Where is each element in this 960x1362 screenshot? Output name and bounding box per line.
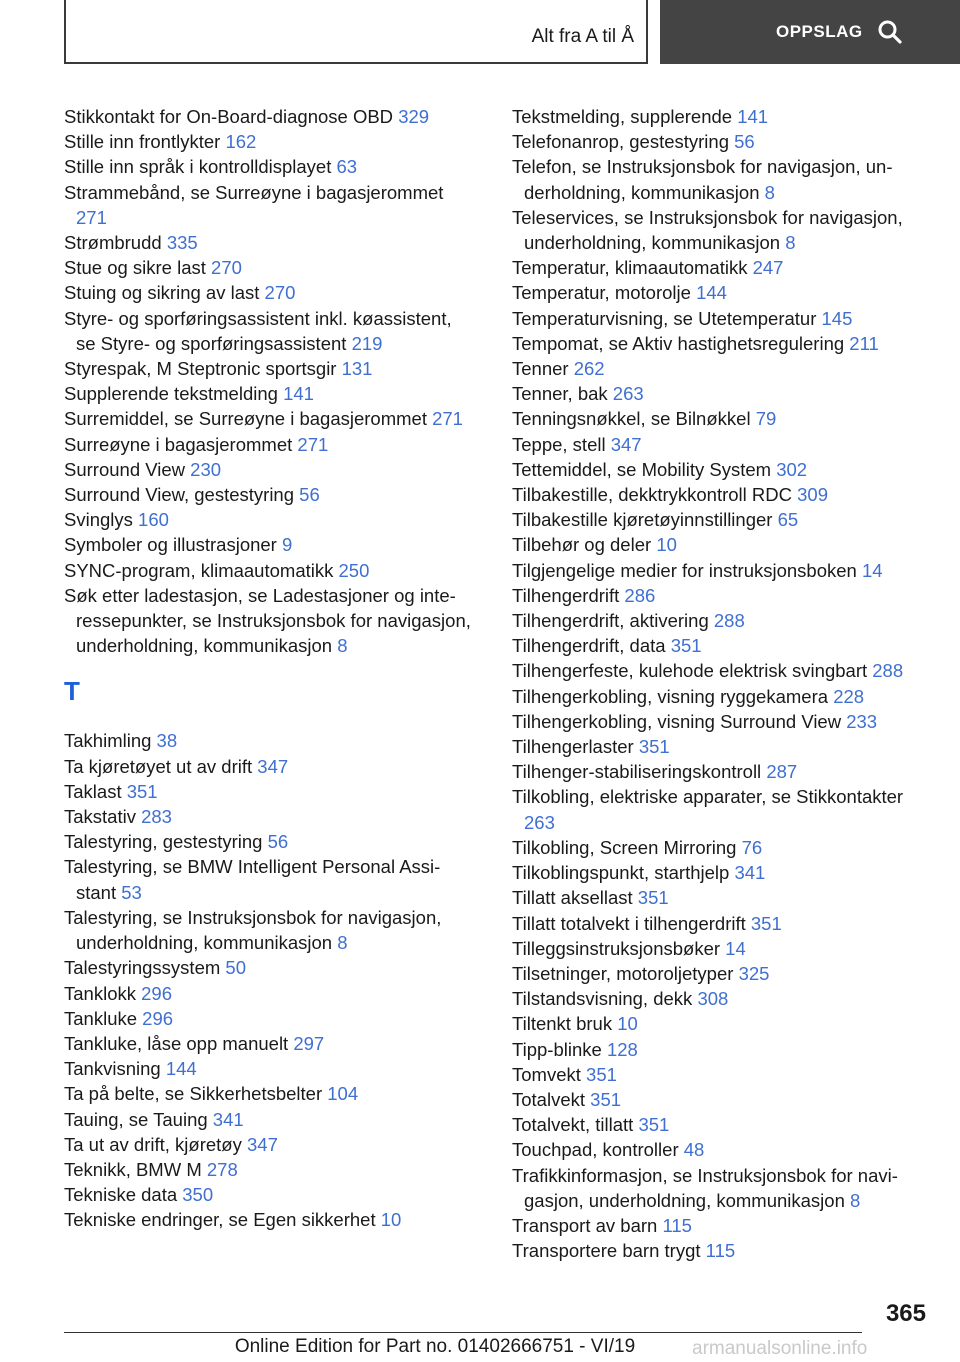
page-link[interactable]: 131 xyxy=(341,358,373,380)
page-link[interactable]: 8 xyxy=(850,1189,861,1211)
index-entry xyxy=(512,860,932,885)
page-link[interactable]: 115 xyxy=(705,1240,736,1262)
page-link[interactable]: 341 xyxy=(212,1108,244,1130)
index-entry xyxy=(512,1037,932,1062)
page-link[interactable]: 144 xyxy=(696,282,727,304)
index-entry-text: Taklast xyxy=(64,780,122,802)
page-link[interactable]: 141 xyxy=(737,106,769,127)
page-link[interactable]: 50 xyxy=(225,957,246,979)
index-entry-text: Teknikk, BMW M xyxy=(64,1158,202,1180)
index-entry-text: Tilhengerdrift xyxy=(512,584,620,606)
header-section-tab[interactable] xyxy=(660,0,960,64)
page-link[interactable]: 329 xyxy=(398,106,430,127)
index-entry-text: Telefonanrop, gestestyring xyxy=(512,131,729,153)
index-entry xyxy=(64,854,474,904)
index-entry xyxy=(64,728,474,753)
index-entry xyxy=(64,804,474,829)
index-entry-text: Tenner xyxy=(512,358,569,380)
index-entry xyxy=(64,104,474,129)
index-entry-text: Surround View, gestestyring xyxy=(64,484,295,506)
index-entry-text: Tilleggsinstruksjonsbøker xyxy=(512,937,721,959)
index-entry-text: Tekniske endringer, se Egen sikkerhet xyxy=(64,1209,376,1231)
page-link[interactable]: 351 xyxy=(750,912,782,934)
index-entry xyxy=(64,255,474,280)
index-entry-text: Tilhengerdrift, aktivering xyxy=(512,610,709,632)
page-link[interactable]: 347 xyxy=(247,1133,278,1155)
index-entry xyxy=(64,532,474,557)
index-entry xyxy=(64,1107,474,1132)
page-link[interactable]: 14 xyxy=(861,559,883,581)
index-entry-text: Tekstmelding, supplerende xyxy=(512,106,733,127)
page-link[interactable]: 288 xyxy=(872,660,904,682)
index-entry xyxy=(64,1157,474,1182)
page-link[interactable]: 297 xyxy=(293,1032,325,1054)
page-link[interactable]: 247 xyxy=(752,257,784,279)
index-entry xyxy=(512,835,932,860)
index-entry xyxy=(64,1207,474,1232)
page-link[interactable]: 283 xyxy=(141,806,172,828)
index-entry xyxy=(64,1031,474,1056)
index-list-t xyxy=(64,728,474,1232)
index-entry xyxy=(512,154,932,204)
index-entry xyxy=(64,406,474,431)
page-link[interactable]: 10 xyxy=(656,534,677,556)
index-entry xyxy=(64,432,474,457)
index-column-right xyxy=(512,104,932,1263)
page-link[interactable]: 350 xyxy=(182,1184,214,1206)
index-entry-text: Tilhengerfeste, kulehode elektrisk svingbart xyxy=(512,660,868,682)
page-number: 365 xyxy=(885,1300,926,1327)
index-entry xyxy=(64,507,474,532)
index-entry-text: Ta ut av drift, kjøretøy xyxy=(64,1133,242,1155)
page-link[interactable]: 351 xyxy=(637,887,669,909)
index-entry-text: Tilhengerlaster xyxy=(512,736,634,758)
page-link[interactable]: 115 xyxy=(662,1214,692,1236)
index-entry xyxy=(64,154,474,179)
page-link[interactable]: 53 xyxy=(121,881,142,903)
index-entry xyxy=(512,205,932,255)
index-entry-text: Tomvekt xyxy=(512,1063,581,1085)
page-link[interactable]: 65 xyxy=(777,509,799,531)
index-list-t-continued xyxy=(512,104,932,1263)
index-entry-text: Tillatt totalvekt i tilhengerdrift xyxy=(512,912,746,934)
watermark: armanualsonline.info xyxy=(692,1338,868,1359)
index-entry-text: Teleservices, se Instruksjonsbok for navigasjon, underholdning, kommunikasjon xyxy=(512,206,903,254)
index-entry-text: Surreøyne i bagasjerommet xyxy=(64,433,293,455)
page-link[interactable]: 270 xyxy=(211,257,242,279)
index-entry-text: Transport av barn xyxy=(512,1214,658,1236)
page-link[interactable]: 10 xyxy=(617,1013,638,1035)
index-entry xyxy=(512,1087,932,1112)
page-link[interactable]: 160 xyxy=(138,509,169,531)
index-entry-text: Tettemiddel, se Mobility System xyxy=(512,458,772,480)
index-entry xyxy=(64,180,474,230)
index-entry xyxy=(512,1163,932,1213)
index-entry-text: Talestyringssystem xyxy=(64,957,221,979)
page-link[interactable]: 347 xyxy=(257,755,289,777)
index-entry-text: Tilkobling, elektriske apparater, se Stikkontakter xyxy=(512,786,904,808)
index-list-s xyxy=(64,104,474,658)
header-title: Alt fra A til Å xyxy=(531,26,634,47)
page-link[interactable]: 351 xyxy=(670,635,702,657)
index-entry-text: Tilgjengelige medier for instruksjonsboken xyxy=(512,559,857,581)
page-link[interactable]: 230 xyxy=(190,458,222,480)
index-entry-text: Stuing og sikring av last xyxy=(64,282,260,304)
index-entry-text: SYNC-program, klimaautomatikk xyxy=(64,559,334,581)
index-entry xyxy=(64,356,474,381)
index-entry-text: Tauing, se Tauing xyxy=(64,1108,208,1130)
page-link[interactable]: 211 xyxy=(849,332,879,354)
index-entry-text: Totalvekt xyxy=(512,1088,586,1110)
index-entry xyxy=(64,955,474,980)
index-entry xyxy=(64,1132,474,1157)
page-link[interactable]: 296 xyxy=(141,982,172,1004)
index-entry-text: Tilstandsvisning, dekk xyxy=(512,988,693,1010)
index-entry xyxy=(512,608,932,633)
page-link[interactable]: 341 xyxy=(734,862,766,884)
index-entry xyxy=(64,280,474,305)
index-entry-text: Telefon, se Instruksjonsbok for navigasjon, underholdning, kommunikasjon xyxy=(512,156,893,203)
index-entry-text: Tenner, bak xyxy=(512,383,608,405)
page-link[interactable]: 335 xyxy=(166,232,198,254)
page-link[interactable]: 262 xyxy=(573,358,605,380)
index-entry-text: Tankluke, låse opp manuelt xyxy=(64,1032,289,1054)
index-entry xyxy=(512,583,932,608)
page-link[interactable]: 347 xyxy=(610,433,642,455)
index-entry-text: Tilbehør og deler xyxy=(512,534,652,556)
index-entry-text: Tilhenger-stabiliseringskontroll xyxy=(512,761,762,783)
index-entry-text: Surround View xyxy=(64,458,186,480)
page-link[interactable]: 8 xyxy=(785,232,796,254)
index-entry-text: Teppe, stell xyxy=(512,433,606,455)
index-entry xyxy=(512,784,932,834)
page-link[interactable]: 56 xyxy=(267,831,289,853)
page-link[interactable]: 263 xyxy=(612,383,644,405)
index-entry xyxy=(512,961,932,986)
index-entry xyxy=(512,432,932,457)
page-link[interactable]: 63 xyxy=(336,156,358,178)
index-entry xyxy=(512,532,932,557)
index-entry-text: Tankluke xyxy=(64,1007,138,1029)
index-entry xyxy=(64,482,474,507)
page-link[interactable]: 8 xyxy=(764,181,775,203)
index-entry xyxy=(512,280,932,305)
index-entry xyxy=(64,306,474,356)
index-entry-text: Tilhengerkobling, visning ryggekamera xyxy=(512,685,829,707)
page-link[interactable]: 10 xyxy=(380,1209,402,1231)
index-entry xyxy=(64,129,474,154)
index-entry xyxy=(64,779,474,804)
index-entry xyxy=(512,306,932,331)
index-entry xyxy=(512,911,932,936)
index-entry xyxy=(512,1238,932,1263)
page-link[interactable]: 145 xyxy=(821,307,853,329)
index-entry-text: Tilhengerkobling, visning Surround View xyxy=(512,710,842,732)
page-link[interactable]: 233 xyxy=(846,710,878,732)
page-link[interactable]: 278 xyxy=(206,1158,238,1180)
index-entry-text: Surremiddel, se Surreøyne i bagasjerommet xyxy=(64,408,427,430)
page-link[interactable]: 9 xyxy=(281,534,293,556)
index-column-left xyxy=(64,104,474,1233)
index-entry-text: Strammebånd, se Surreøyne i bagasjerommet xyxy=(64,181,444,203)
page-link[interactable]: 76 xyxy=(741,836,763,858)
index-entry-text: Tekniske data xyxy=(64,1184,178,1206)
index-entry xyxy=(64,457,474,482)
index-entry-text: Svinglys xyxy=(64,509,133,531)
index-entry-text: Stille inn frontlykter xyxy=(64,131,221,153)
page-link[interactable]: 351 xyxy=(126,780,158,802)
page-link[interactable]: 271 xyxy=(76,206,107,228)
index-entry xyxy=(64,981,474,1006)
index-entry-text: Styrespak, M Steptronic sportsgir xyxy=(64,358,337,380)
index-entry-text: Tilhengerdrift, data xyxy=(512,635,666,657)
index-entry xyxy=(512,558,932,583)
index-entry xyxy=(512,1062,932,1087)
index-entry xyxy=(512,658,932,683)
index-entry-text: Temperaturvisning, se Utetemperatur xyxy=(512,307,817,329)
page-link[interactable]: 79 xyxy=(755,408,777,430)
index-entry xyxy=(512,986,932,1011)
index-entry-text: Trafikkinformasjon, se Instruksjonsbok for navigasjon, underholdning, kommunikasjon xyxy=(512,1164,898,1211)
index-entry xyxy=(64,558,474,583)
index-entry-text: Tilsetninger, motoroljetyper xyxy=(512,962,734,984)
index-entry xyxy=(512,1112,932,1137)
index-entry xyxy=(512,381,932,406)
page-link[interactable]: 351 xyxy=(590,1088,622,1110)
index-entry-text: Ta kjøretøyet ut av drift xyxy=(64,755,253,777)
index-entry-text: Talestyring, gestestyring xyxy=(64,831,263,853)
index-entry-text: Ta på belte, se Sikkerhetsbelter xyxy=(64,1083,323,1105)
index-entry-text: Touchpad, kontroller xyxy=(512,1139,679,1161)
index-entry xyxy=(512,457,932,482)
page-link[interactable]: 141 xyxy=(283,383,314,405)
page-link[interactable]: 325 xyxy=(738,962,770,984)
index-entry-text: Stikkontakt for On-Board-diagnose OBD xyxy=(64,106,394,127)
index-entry xyxy=(512,709,932,734)
index-entry-text: Tilkoblingspunkt, starthjelp xyxy=(512,862,730,884)
page-link[interactable]: 270 xyxy=(264,282,296,304)
page-link[interactable]: 56 xyxy=(299,484,320,506)
index-entry-text: Talestyring, se Instruksjonsbok for navigasjon, underholdning, kommunikasjon xyxy=(64,906,442,954)
index-entry-text: Tilbakestille, dekktrykkontroll RDC xyxy=(512,484,792,506)
page-link[interactable]: 128 xyxy=(606,1038,638,1060)
index-entry xyxy=(64,1081,474,1106)
index-entry-text: Tempomat, se Aktiv hastighetsregulering xyxy=(512,332,845,354)
index-entry-text: Tankvisning xyxy=(64,1058,161,1080)
page-link[interactable]: 308 xyxy=(697,988,729,1010)
index-entry-text: Supplerende tekstmelding xyxy=(64,383,278,405)
page-link[interactable]: 38 xyxy=(156,730,178,752)
index-entry xyxy=(512,1011,932,1036)
index-entry xyxy=(512,406,932,431)
index-entry-text: Takstativ xyxy=(64,806,136,828)
index-entry-text: Transportere barn trygt xyxy=(512,1240,701,1262)
header-section-label: OPPSLAG xyxy=(776,22,863,41)
index-entry xyxy=(512,936,932,961)
page-link[interactable]: 263 xyxy=(524,811,555,833)
index-entry xyxy=(512,129,932,154)
page-link[interactable]: 271 xyxy=(297,433,329,455)
page-link[interactable]: 351 xyxy=(638,736,670,758)
page-link[interactable]: 296 xyxy=(142,1007,174,1029)
index-entry xyxy=(64,754,474,779)
index-entry xyxy=(64,829,474,854)
page-link[interactable]: 302 xyxy=(776,458,808,480)
index-entry xyxy=(64,1182,474,1207)
page-link[interactable]: 309 xyxy=(797,484,828,506)
index-entry xyxy=(512,507,932,532)
index-entry xyxy=(64,1056,474,1081)
index-entry-text: Tipp-blinke xyxy=(512,1038,602,1060)
index-entry xyxy=(512,104,932,129)
index-entry-text: Temperatur, motorolje xyxy=(512,282,691,304)
page-link[interactable]: 8 xyxy=(337,932,348,954)
index-entry-text: Stille inn språk i kontrolldisplayet xyxy=(64,156,332,178)
index-entry xyxy=(512,684,932,709)
index-entry-text: Talestyring, se BMW Intelligent Personal Assistant xyxy=(64,856,441,903)
footer-edition-text: Online Edition for Part no. 01402666751 - VI/19 xyxy=(234,1336,636,1357)
index-entry xyxy=(512,255,932,280)
index-entry-text: Temperatur, klimaautomatikk xyxy=(512,257,748,279)
index-entry-text: Søk etter ladestasjon, se Ladestasjoner og interessepunkter, se Instruksjonsbok for navigasjon, underholdning, kommunikasjon xyxy=(64,584,471,657)
index-entry-text: Takhimling xyxy=(64,730,152,752)
page-link[interactable]: 14 xyxy=(725,937,746,959)
index-entry xyxy=(512,1137,932,1162)
index-entry-text: Tillatt aksellast xyxy=(512,887,633,909)
page-link[interactable]: 250 xyxy=(338,559,370,581)
page-link[interactable]: 56 xyxy=(734,131,755,153)
index-entry xyxy=(512,482,932,507)
index-entry xyxy=(512,633,932,658)
page-link[interactable]: 144 xyxy=(165,1058,197,1080)
search-icon[interactable] xyxy=(877,19,903,45)
index-entry-text: Stue og sikre last xyxy=(64,257,206,279)
page-link[interactable]: 228 xyxy=(833,685,865,707)
page-link[interactable]: 162 xyxy=(225,131,257,153)
index-entry-text: Strømbrudd xyxy=(64,232,162,254)
index-entry-text: Tilkobling, Screen Mirroring xyxy=(512,836,737,858)
index-entry-text: Tenningsnøkkel, se Bilnøkkel xyxy=(512,408,751,430)
index-entry-text: Tilbakestille kjøretøyinnstillinger xyxy=(512,509,773,531)
page-link[interactable]: 286 xyxy=(624,584,656,606)
index-entry-text: Symboler og illustrasjoner xyxy=(64,534,277,556)
index-entry xyxy=(64,381,474,406)
index-entry-text: Tiltenkt bruk xyxy=(512,1013,613,1035)
section-letter-t: T xyxy=(64,676,80,707)
index-entry xyxy=(64,1006,474,1031)
index-entry-text: Styre- og sporføringsassistent inkl. køassistent, se Styre- og sporføringsassistent xyxy=(64,307,452,354)
index-entry xyxy=(512,759,932,784)
page-link[interactable]: 219 xyxy=(351,332,383,354)
index-entry xyxy=(64,583,474,659)
page-link[interactable]: 48 xyxy=(683,1139,705,1161)
page-link[interactable]: 351 xyxy=(638,1114,670,1136)
index-entry-text: Totalvekt, tillatt xyxy=(512,1114,634,1136)
index-entry xyxy=(512,885,932,910)
footer-divider xyxy=(64,1332,862,1333)
page-link[interactable]: 351 xyxy=(586,1063,617,1085)
index-entry xyxy=(64,230,474,255)
page-link[interactable]: 8 xyxy=(337,635,348,657)
page-link[interactable]: 287 xyxy=(766,761,798,783)
page-link[interactable]: 104 xyxy=(327,1083,359,1105)
index-entry xyxy=(512,734,932,759)
page-link[interactable]: 271 xyxy=(432,408,463,430)
index-entry xyxy=(512,356,932,381)
index-entry-text: Tanklokk xyxy=(64,982,136,1004)
page-link[interactable]: 288 xyxy=(713,610,745,632)
index-entry xyxy=(512,1213,932,1238)
header-title-box xyxy=(64,0,648,64)
index-entry xyxy=(64,905,474,955)
index-entry xyxy=(512,331,932,356)
